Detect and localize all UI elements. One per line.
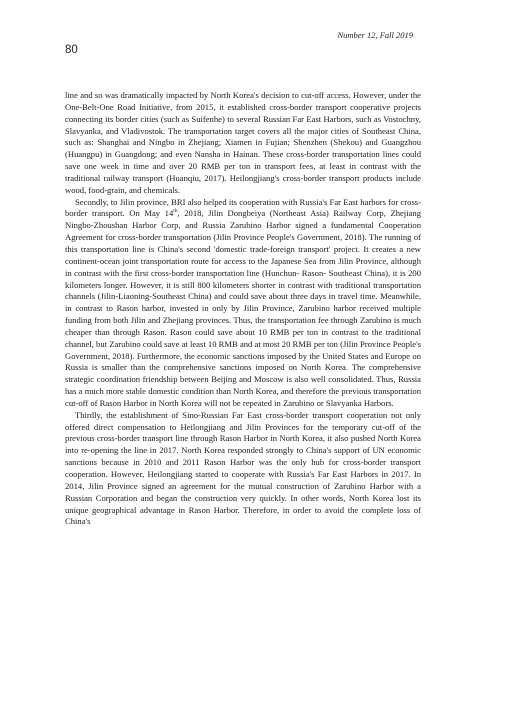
paragraph-2-text-b: , 2018, Jilin Dongbeiya (Northeast Asia) Railway Corp, Zhejiang Ningbo-Zhoushan Harbor Corp, and Russia Zarubino Harbor signed a fundamental Cooperation Agreement for cross-border transportation (Jilin Province People's Government, 2018). The running of this transportation line is China's second 'domestic trade-foreign transport' project. It creates a new continent-ocean joint transportation route for access to the Japanese Sea from Jilin Province, although in contrast with the first cross-border transportation line (Hunchun- Rason- Southeast China), it is 200 kilometers longer. However, it is still 800 kilometers shorter in contrast with traditional transportation channels (Jilin-Liaoning-Southeast China) and could save about three days in travel time. Meanwhile, in contrast to Rason harbor, invested in only by Jilin Province, Zarubino harbor received multiple funding from both Jilin and Zhejiang provinces. Thus, the transportation fee through Zarubino is much cheaper than through Rason. Rason could save about 10 RMB per ton in contrast to the traditional channel, but Zarubino could save at least 10 RMB and at most 20 RMB per ton (Jilin Province People's Government, 2018). Furthermore, the economic sanctions imposed by the United States and Europe on Russia is smaller than the comprehensive sanctions imposed on North Korea. The comprehensive strategic coordination friendship between Beijing and Moscow is also well consolidated. Thus, Russia has a much more stable domestic condition than North Korea, and therefore the previous transportation cut-off of Rason Harbor in North Korea will not be repeated in Zarubino or Slavyanka Harbors. <box>65 208 421 408</box>
article-body <box>65 90 421 528</box>
running-header: Number 12, Fall 2019 <box>337 30 413 40</box>
paragraph-2 <box>65 197 421 410</box>
paragraph-3: Thirdly, the establishment of Sino-Russian Far East cross-border transport cooperation not only offered direct compensation to Heilongjiang and Jilin Provinces for the temporary cut-off of the previous cross-border transport line through Rason Harbor in North Korea, it also pushed North Korea into re-opening the line in 2017. North Korea responded strongly to China's support of UN economic sanctions because in 2010 and 2011 Rason Harbor was the only hub for cross-border transport cooperation. However, Heilongjiang started to cooperate with Russia's Far East Harbors in 2017. In 2014, Jilin Province signed an agreement for the mutual construction of Zarubino Harbor with a Russian Corporation and began the construction very quickly. In other words, North Korea lost its unique geographical advantage in Rason Harbor. Therefore, in order to avoid the complete loss of China's <box>65 409 421 527</box>
paragraph-1: line and so was dramatically impacted by North Korea's decision to cut-off access. However, under the One-Belt-One Road Initiative, from 2015, it established cross-border transport cooperative projects connecting its border cities (such as Suifenhe) to several Russian Far East Harbors, such as Vostochny, Slavyanka, and Vladivostok. The transportation target covers all the major cities of Southeast China, such as: Shanghai and Ningbo in Zhejiang; Xiamen in Fujian; Shenzhen (Shekou) and Guangzhou (Huangpu) in Guangdong; and even Nansha in Hainan. These cross-border transportation lines could save one week in time and over 20 RMB per ton in transport fees, at least in contrast with the traditional railway transport (Huanqiu, 2017). Heilongjiang's cross-border transport products include wood, food-grain, and chemicals. <box>65 90 421 195</box>
paragraph-2-text-a: Secondly, to Jilin province, BRI also helped its cooperation with Russia's Far East harbors for cross-border transport. On May 14 <box>65 196 421 219</box>
page-number: 80 <box>65 44 78 56</box>
ordinal-superscript: th <box>173 208 178 215</box>
